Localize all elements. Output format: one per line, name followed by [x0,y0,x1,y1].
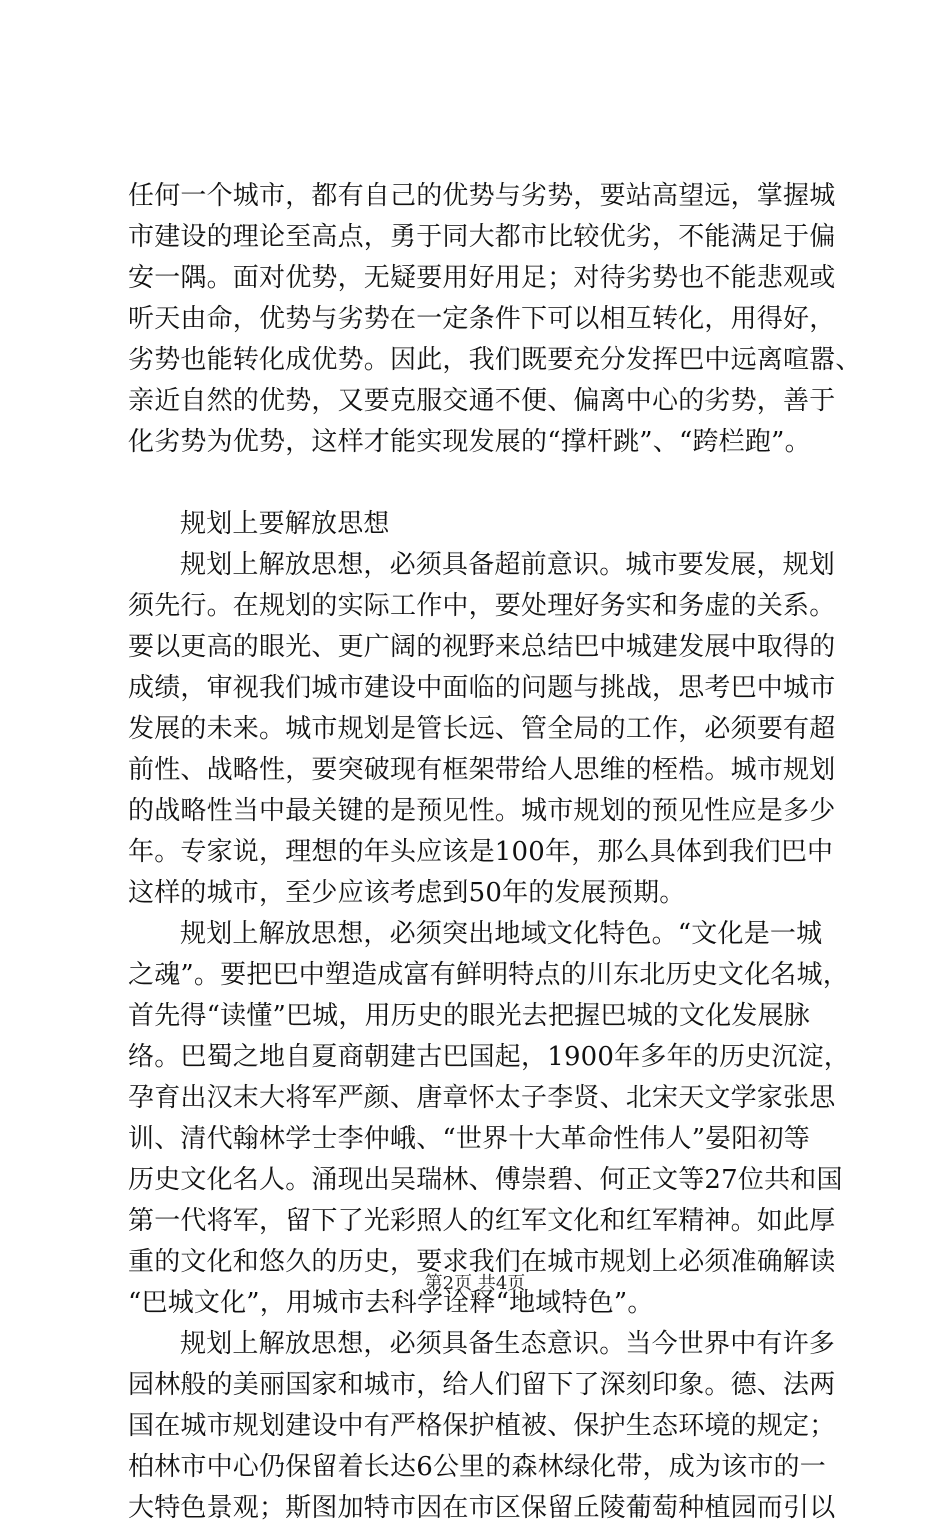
text-line: 亲近自然的优势，又要克服交通不便、偏离中心的劣势，善于 [128,386,836,416]
text-line: 园林般的美丽国家和城市，给人们留下了深刻印象。德、法两 [128,1370,836,1400]
text-line: 国在城市规划建设中有严格保护植被、保护生态环境的规定； [128,1411,836,1441]
paragraph-gap [128,463,848,504]
section-heading [128,504,848,545]
text-line: 大特色景观；斯图加特市因在市区保留丘陵葡萄种植园而引以 [128,1493,836,1523]
text-line: 年。专家说，理想的年头应该是100年，那么具体到我们巴中 [128,837,834,867]
text-line: 规划上解放思想，必须具备生态意识。当今世界中有许多 [180,1329,836,1359]
paragraph-ecology [128,1324,848,1529]
text-line: 的战略性当中最关键的是预见性。城市规划的预见性应是多少 [128,796,836,826]
text-line: 化劣势为优势，这样才能实现发展的“撑杆跳”、“跨栏跑”。 [128,427,811,457]
text-line: 历史文化名人。涌现出吴瑞林、傅崇碧、何正文等27位共和国 [128,1165,843,1195]
text-line: 劣势也能转化成优势。因此，我们既要充分发挥巴中远离喧嚣、 [128,345,862,375]
text-line: 任何一个城市，都有自己的优势与劣势，要站高望远，掌握城 [128,181,836,211]
document-body [128,176,862,1529]
text-line: 重的文化和悠久的历史，要求我们在城市规划上必须准确解读 [128,1247,836,1277]
paragraph-culture [128,914,848,1324]
text-line: 发展的未来。城市规划是管长远、管全局的工作，必须要有超 [128,714,836,744]
text-line: 之魂”。要把巴中塑造成富有鲜明特点的川东北历史文化名城， [128,960,849,990]
text-line: 柏林市中心仍保留着长达6公里的森林绿化带，成为该市的一 [128,1452,826,1482]
section-heading-text: 规划上要解放思想 [180,509,390,539]
text-line: 规划上解放思想，必须具备超前意识。城市要发展，规划 [180,550,836,580]
text-line: 前性、战略性，要突破现有框架带给人思维的桎梏。城市规划 [128,755,836,785]
text-line: 听天由命，优势与劣势在一定条件下可以相互转化，用得好， [128,304,836,334]
text-line: “巴城文化”，用城市去科学诠释“地域特色”。 [128,1288,654,1318]
page-footer [0,1272,950,1296]
text-line: 须先行。在规划的实际工作中，要处理好务实和务虚的关系。 [128,591,836,621]
text-line: 训、清代翰林学士李仲峨、“世界十大革命性伟人”晏阳初等 [128,1124,810,1154]
text-line: 孕育出汉末大将军严颜、唐章怀太子李贤、北宋天文学家张思 [128,1083,836,1113]
text-line: 这样的城市，至少应该考虑到50年的发展预期。 [128,878,686,908]
page-number-label: 第2页 共4页 [424,1273,526,1294]
text-line: 要以更高的眼光、更广阔的视野来总结巴中城建发展中取得的 [128,632,836,662]
text-line: 首先得“读懂”巴城，用历史的眼光去把握巴城的文化发展脉 [128,1001,810,1031]
paragraph-intro [128,176,862,463]
text-line: 安一隅。面对优势，无疑要用好用足；对待劣势也不能悲观或 [128,263,836,293]
text-line: 第一代将军，留下了光彩照人的红军文化和红军精神。如此厚 [128,1206,836,1236]
paragraph-foresight [128,545,848,914]
text-line: 规划上解放思想，必须突出地域文化特色。“文化是一城 [180,919,823,949]
text-line: 成绩，审视我们城市建设中面临的问题与挑战，思考巴中城市 [128,673,836,703]
text-line: 络。巴蜀之地自夏商朝建古巴国起，1900年多年的历史沉淀， [128,1042,850,1072]
text-line: 市建设的理论至高点，勇于同大都市比较优劣，不能满足于偏 [128,222,836,252]
